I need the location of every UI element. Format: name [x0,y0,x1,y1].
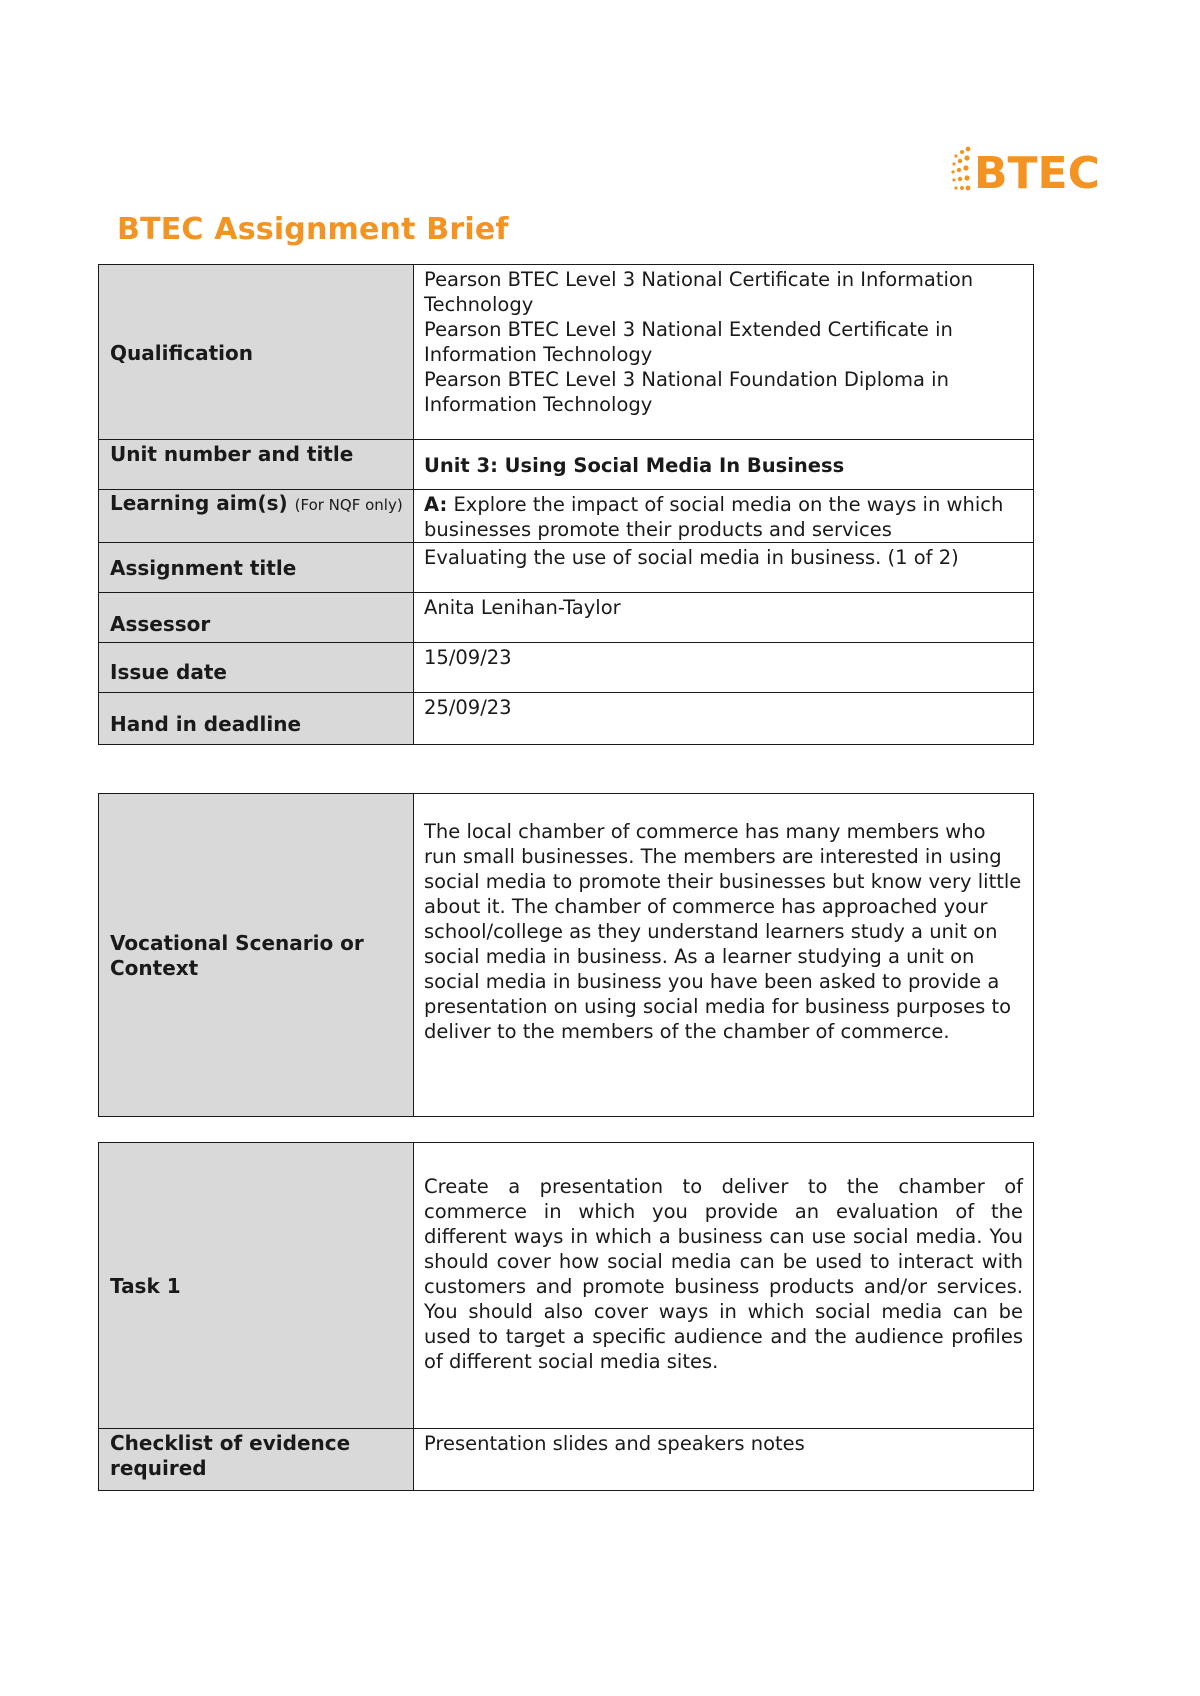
unit-label: Unit number and title [99,440,414,490]
checklist-label: Checklist of evidence required [99,1429,414,1491]
btec-logo [950,144,1100,196]
learning-aim-label-text: Learning aim(s) [110,491,288,515]
unit-value: Unit 3: Using Social Media In Business [414,440,1034,490]
assignment-title-value: Evaluating the use of social media in business. (1 of 2) [414,543,1034,593]
scenario-value: The local chamber of commerce has many members who run small businesses. The members are interested in using social media to promote their businesses but know very little about it. The chamber of commerce has approached your school/college as they understand learners study a unit on social media in business. As a learner studying a unit on social media in business you have been asked to provide a presentation on using social media for business purposes to deliver to the members of the chamber of commerce. [414,794,1034,1117]
task-table [98,1142,1034,1491]
issue-date-row [99,643,1034,693]
learning-aim-text: Explore the impact of social media on the ways in which businesses promote their products and services [424,493,1004,541]
learning-aim-note: (For NQF only) [294,496,403,514]
btec-logo-graphic [950,144,1100,196]
learning-aim-row [99,490,1034,543]
btec-logo-text: BTEC [974,148,1100,196]
checklist-value: Presentation slides and speakers notes [414,1429,1034,1491]
assessor-label: Assessor [99,593,414,643]
scenario-table [98,793,1034,1117]
qualification-label: Qualification [99,265,414,440]
scenario-row [99,794,1034,1117]
assignment-title-row [99,543,1034,593]
deadline-label: Hand in deadline [99,693,414,745]
qualification-value [414,265,1034,440]
issue-date-label: Issue date [99,643,414,693]
learning-aim-label [99,490,414,543]
deadline-value: 25/09/23 [414,693,1034,745]
page-title: BTEC Assignment Brief [117,212,509,247]
issue-date-value: 15/09/23 [414,643,1034,693]
assignment-title-label: Assignment title [99,543,414,593]
task-value: Create a presentation to deliver to the chamber of commerce in which you provide an evaluation of the different ways in which a business can use social media. You should cover how social media can be used to interact with customers and promote business products and/or services. You should also cover ways in which social media can be used to target a specific audience and the audience profiles of different social media sites. [414,1143,1034,1429]
learning-aim-prefix: A: [424,493,448,516]
task-row [99,1143,1034,1429]
task-label: Task 1 [99,1143,414,1429]
assessor-row [99,593,1034,643]
assessor-value: Anita Lenihan-Taylor [414,593,1034,643]
qualification-line-1: Pearson BTEC Level 3 National Certificate in Information Technology [424,268,974,316]
assignment-details-table [98,264,1034,745]
qualification-line-2: Pearson BTEC Level 3 National Extended Certificate in Information Technology [424,318,953,366]
unit-row [99,440,1034,490]
qualification-row [99,265,1034,440]
checklist-row [99,1429,1034,1491]
qualification-line-3: Pearson BTEC Level 3 National Foundation Diploma in Information Technology [424,368,949,416]
scenario-label: Vocational Scenario or Context [99,794,414,1117]
learning-aim-value [414,490,1034,543]
deadline-row [99,693,1034,745]
